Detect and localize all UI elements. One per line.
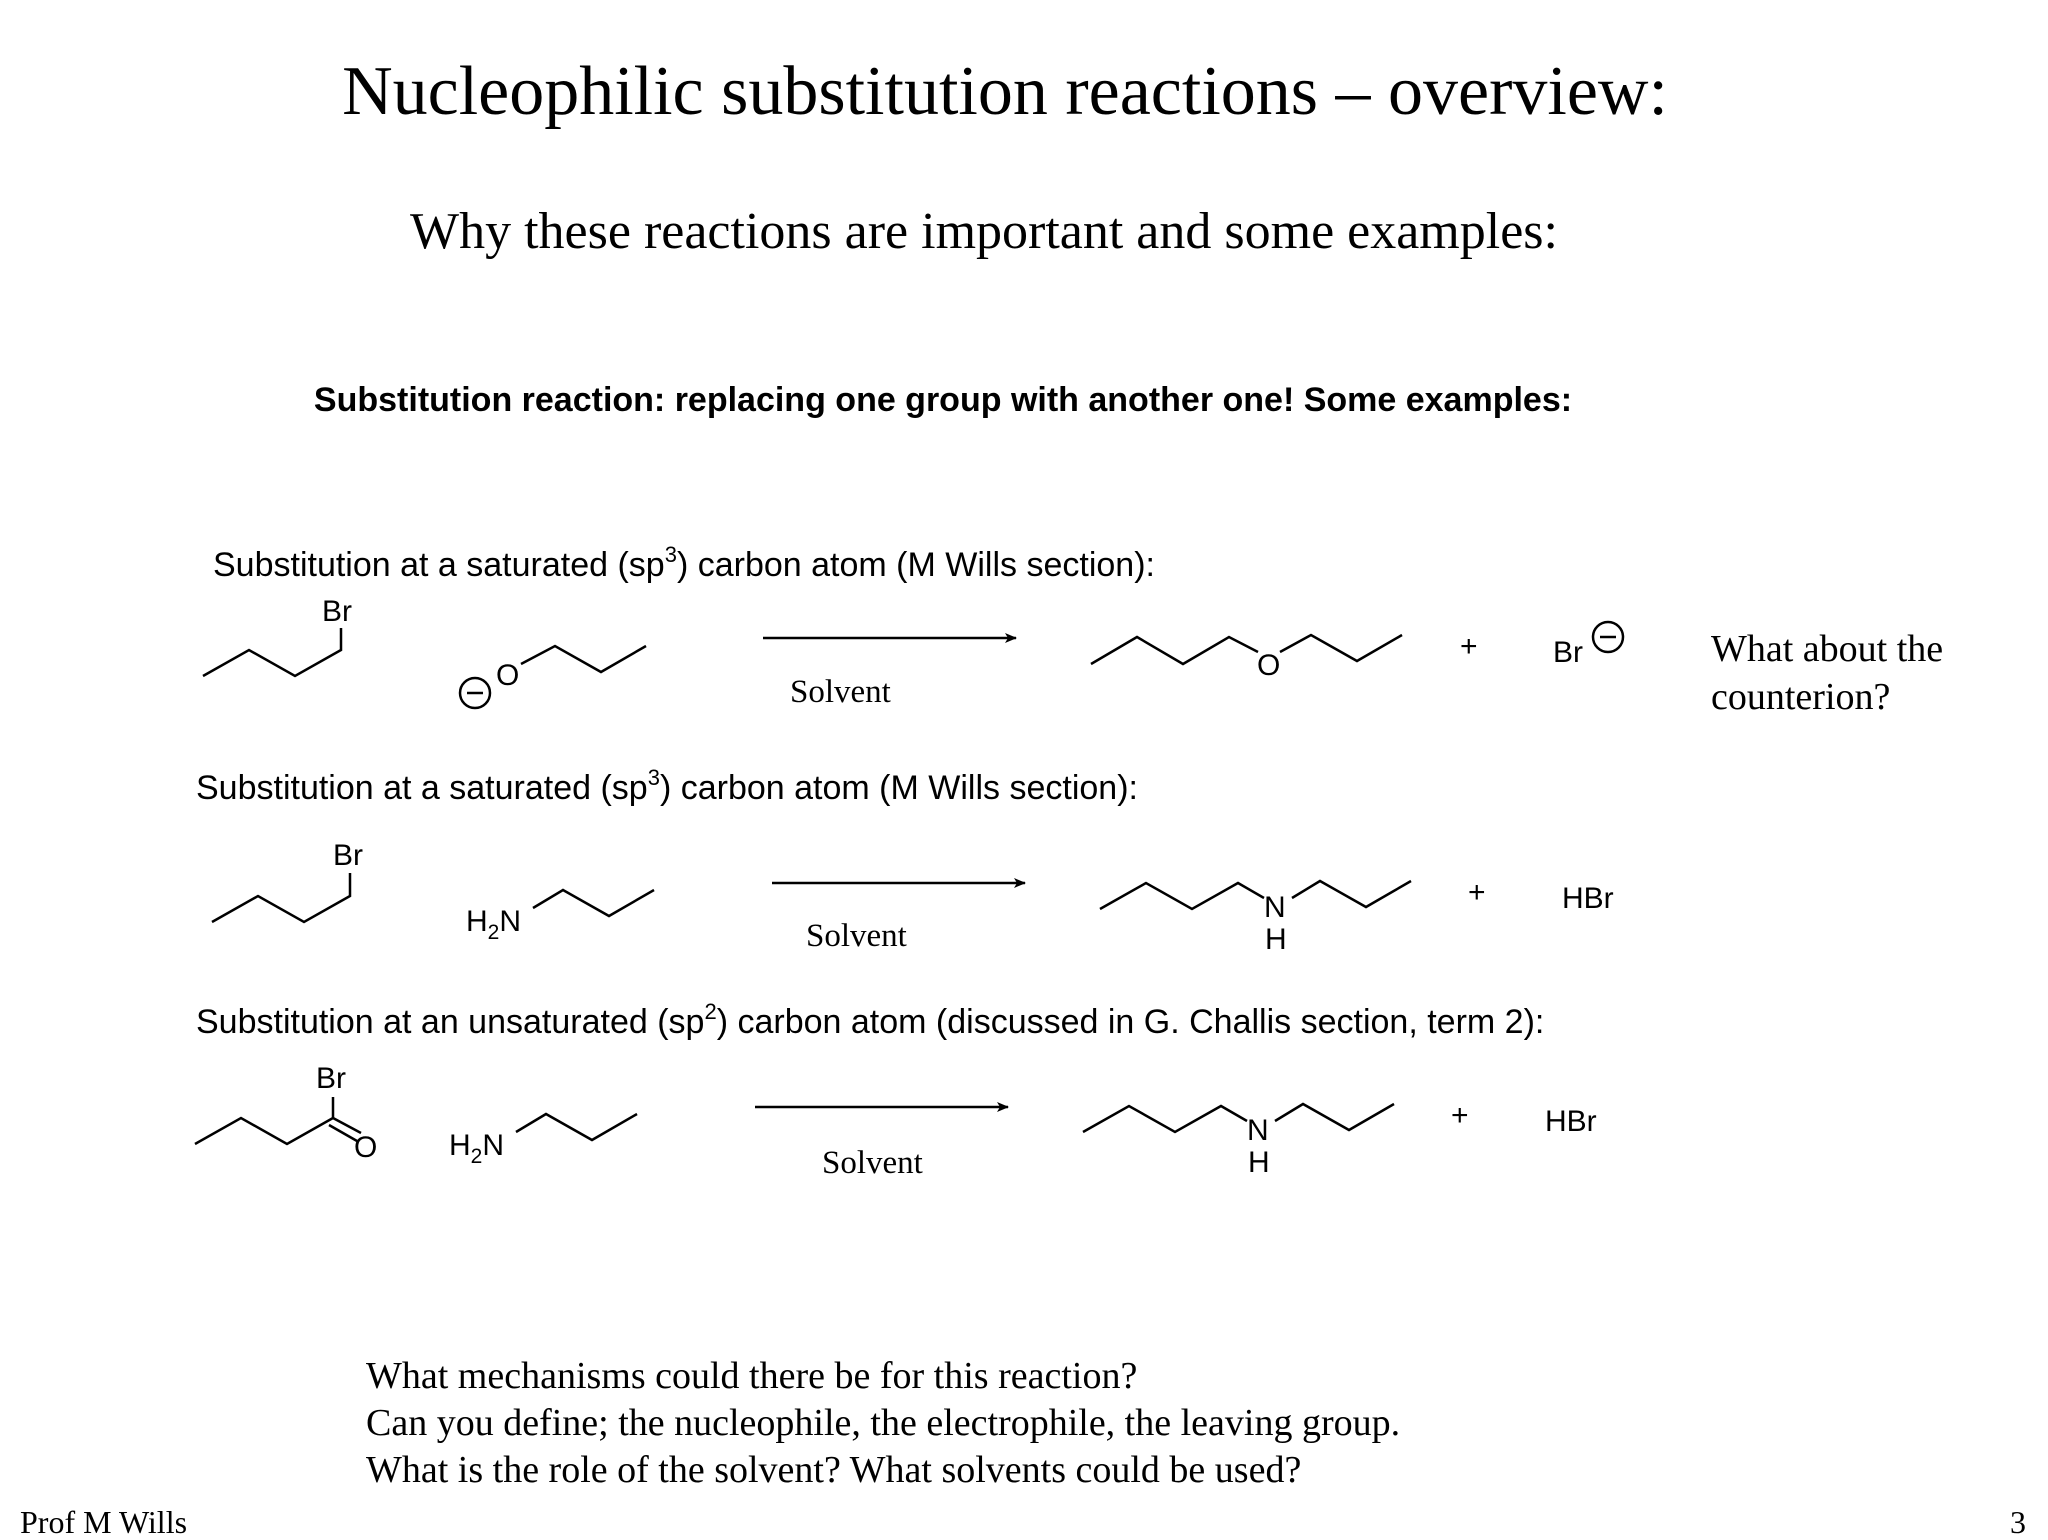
reaction-3-product-n-label: N [1247,1114,1269,1147]
reaction-1-heading: Substitution at a saturated $(sp^3)$ carbon atom (M Wills section): [213,541,1155,584]
reaction-3-byproduct: HBr [1545,1105,1597,1138]
intro-text: Substitution reaction: replacing one group with another one! Some examples: [313,381,1573,419]
reaction-3-reactant-br-label: Br [316,1062,346,1095]
reaction-2-byproduct: HBr [1562,882,1614,915]
reaction-2-nucleophile-label: $H_2N$ [466,905,522,944]
reaction-3-reactant-molecule [195,1097,361,1144]
reaction-1-product-o-label: O [1257,649,1281,682]
reaction-3-nucleophile-label: $H_2N$ [449,1129,505,1168]
reaction-2-solvent-label: Solvent [806,918,907,954]
counterion-note [1711,625,1943,721]
reaction-1-solvent-label: Solvent [790,674,891,710]
counterion-note-line-1: What about the [1711,628,1944,670]
reaction-2-reactant-molecule [212,873,350,922]
reaction-2-product-molecule [1100,881,1411,909]
slide-title: Nucleophilic substitution reactions – overview: [342,53,1668,130]
reaction-1-byproduct: Br [1553,636,1583,669]
reaction-1-plus: + [1460,630,1478,663]
reaction-1-nucleophile-molecule [460,646,646,708]
reaction-2-plus: + [1468,876,1486,909]
reaction-3-heading: Substitution at an unsaturated $(sp^2)$ carbon atom (discussed in G. Challis section, term 2): [196,998,1545,1041]
reaction-1-nucleophile-o-label: O [496,659,520,692]
reaction-1-reactant-molecule [203,628,341,676]
reaction-2-product-h-label: H [1265,923,1287,956]
reaction-1-byproduct-charge [1593,622,1623,652]
question-3: What is the role of the solvent? What solvents could be used? [366,1449,1302,1491]
question-2: Can you define; the nucleophile, the electrophile, the leaving group. [366,1402,1401,1444]
slide-subtitle: Why these reactions are important and some examples: [410,203,1558,260]
reaction-2-nucleophile-molecule [533,890,654,916]
page-number: 3 [2010,1504,2026,1540]
reaction-3-plus: + [1451,1099,1469,1132]
reaction-3-reactant-o-label: O [354,1131,378,1164]
reaction-2-heading: Substitution at a saturated $(sp^3)$ carbon atom (M Wills section): [196,764,1138,807]
question-1: What mechanisms could there be for this reaction? [366,1355,1138,1397]
questions-block [366,1353,1400,1494]
reaction-3-nucleophile-molecule [516,1114,637,1140]
reaction-3-solvent-label: Solvent [822,1145,923,1181]
reaction-2-product-n-label: N [1264,891,1286,924]
counterion-note-line-2: counterion? [1711,676,1891,718]
reaction-2-reactant-br-label: Br [333,839,363,872]
reaction-1-product-molecule [1091,635,1402,664]
reaction-1-reactant-br-label: Br [322,595,352,628]
reaction-3-product-h-label: H [1248,1146,1270,1179]
reaction-3-product-molecule [1083,1104,1394,1132]
footer-author: Prof M Wills [20,1504,188,1540]
